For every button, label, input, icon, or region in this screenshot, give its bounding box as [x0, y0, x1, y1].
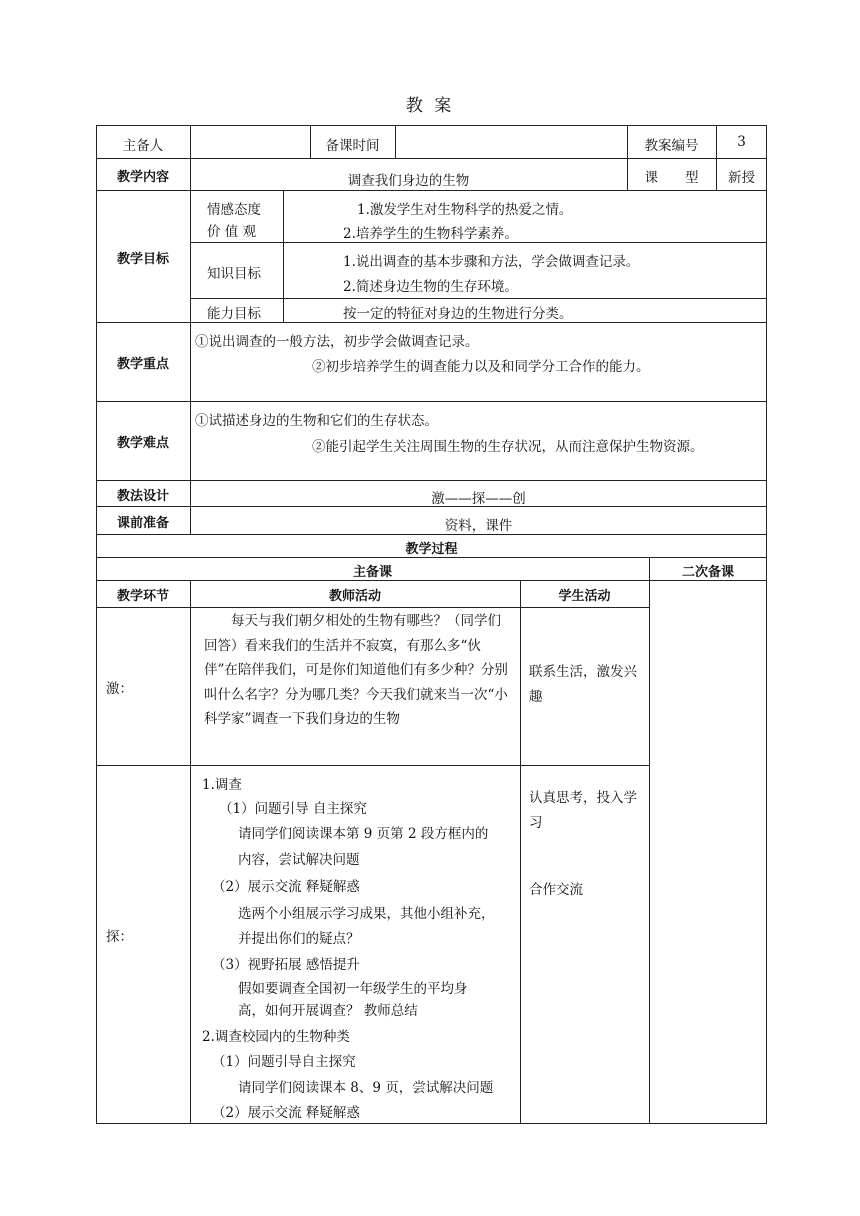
method-value: 激——探——创: [431, 491, 526, 507]
stage-2-teacher-line: 2.调查校园内的生物种类: [202, 1029, 350, 1045]
stage-1-name: 激：: [106, 681, 133, 697]
lesson-type-value: 新授: [728, 170, 755, 186]
goal-knowledge-item-2: 2.简述身边生物的生存环境。: [343, 279, 518, 295]
stage-2-student-activity-1: 认真思考，投入学习: [529, 790, 637, 831]
difficulty-2: ②能引起学生关注周围生物的生存状况，从而注意保护生物资源。: [312, 439, 704, 455]
col-student-header: 学生活动: [558, 589, 611, 604]
goals-label: 教学目标: [116, 252, 169, 267]
stage-2-teacher-line: 并提出你们的疑点？: [238, 931, 360, 947]
preparer-label: 主备人: [122, 138, 164, 154]
method-label: 教法设计: [116, 489, 169, 504]
goal-emotion-item-2: 2.培养学生的生物科学素养。: [343, 226, 518, 242]
stage-2-teacher-line: 内容，尝试解决问题: [238, 852, 360, 868]
process-title: 教学过程: [405, 542, 458, 557]
plan-no-label: 教案编号: [644, 138, 699, 154]
goal-knowledge-name: 知识目标: [207, 266, 261, 282]
difficulty-1: ①试描述身边的生物和它们的生存状态。: [195, 413, 438, 429]
prep-time-label: 备课时间: [325, 138, 380, 154]
stage-2-teacher-line: 1.调查: [202, 777, 242, 793]
stage-1-teacher-activity: 每天与我们朝夕相处的生物有哪些？（同学们回答）看来我们的生活并不寂寞，有那么多“伙伴”在陪伴我们，可是你们知道他们有多少种？分别叫什么名字？分为哪几类？今天我们就来当一次“小科学家”调查一下我们身边的生物: [204, 613, 508, 728]
goal-emotion-name-2: 价 值 观: [207, 224, 257, 240]
stage-2-teacher-line: 高，如何开展调查？ 教师总结: [238, 1003, 418, 1019]
stage-2-teacher-line: （3）视野拓展 感悟提升: [212, 957, 360, 973]
lesson-type-label: 课 型: [644, 170, 699, 186]
col-teacher-header: 教师活动: [328, 589, 381, 604]
stage-2-teacher-line: 请同学们阅读课本第 9 页第 2 段方框内的: [238, 826, 489, 842]
page-title: 教 案: [405, 96, 455, 116]
stage-2-name: 探：: [106, 929, 133, 945]
stage-2-student-activity-2: 合作交流: [529, 882, 583, 898]
prep-label: 课前准备: [116, 516, 169, 531]
main-prep-label: 主备课: [352, 565, 392, 580]
goal-emotion-item-1: 1.激发学生对生物科学的热爱之情。: [357, 202, 573, 218]
second-prep-column[interactable]: [650, 581, 766, 1123]
stage-2-teacher-line: 选两个小组展示学习成果，其他小组补充，: [238, 906, 495, 922]
stage-2-teacher-line: （1）问题引导 自主探究: [219, 801, 367, 817]
prep-value: 资料，课件: [444, 518, 513, 534]
stage-2-teacher-line: （2）展示交流 释疑解惑: [212, 1105, 360, 1121]
plan-no-value: 3: [737, 134, 746, 150]
key-points-label: 教学重点: [116, 357, 169, 372]
stage-2-teacher-line: 请同学们阅读课本 8、9 页，尝试解决问题: [238, 1080, 494, 1096]
stage-2-teacher-line: （1）问题引导自主探究: [212, 1054, 356, 1070]
stage-2-teacher-line: 假如要调查全国初一年级学生的平均身: [238, 981, 468, 997]
key-point-2: ②初步培养学生的调查能力以及和同学分工合作的能力。: [312, 359, 650, 375]
content-label: 教学内容: [116, 170, 169, 185]
goal-knowledge-item-1: 1.说出调查的基本步骤和方法，学会做调查记录。: [343, 254, 640, 270]
stage-2-teacher-line: （2）展示交流 释疑解惑: [212, 879, 360, 895]
key-point-1: ①说出调查的一般方法，初步学会做调查记录。: [195, 334, 479, 350]
difficulties-label: 教学难点: [116, 436, 169, 451]
second-prep-label: 二次备课: [681, 565, 734, 580]
goal-ability-name: 能力目标: [207, 306, 261, 322]
goal-emotion-name-1: 情感态度: [207, 202, 261, 218]
col-stage-header: 教学环节: [116, 589, 169, 604]
content-value: 调查我们身边的生物: [347, 173, 470, 189]
goal-ability-item-1: 按一定的特征对身边的生物进行分类。: [343, 306, 573, 322]
stage-1-student-activity: 联系生活，激发兴趣: [529, 664, 637, 705]
